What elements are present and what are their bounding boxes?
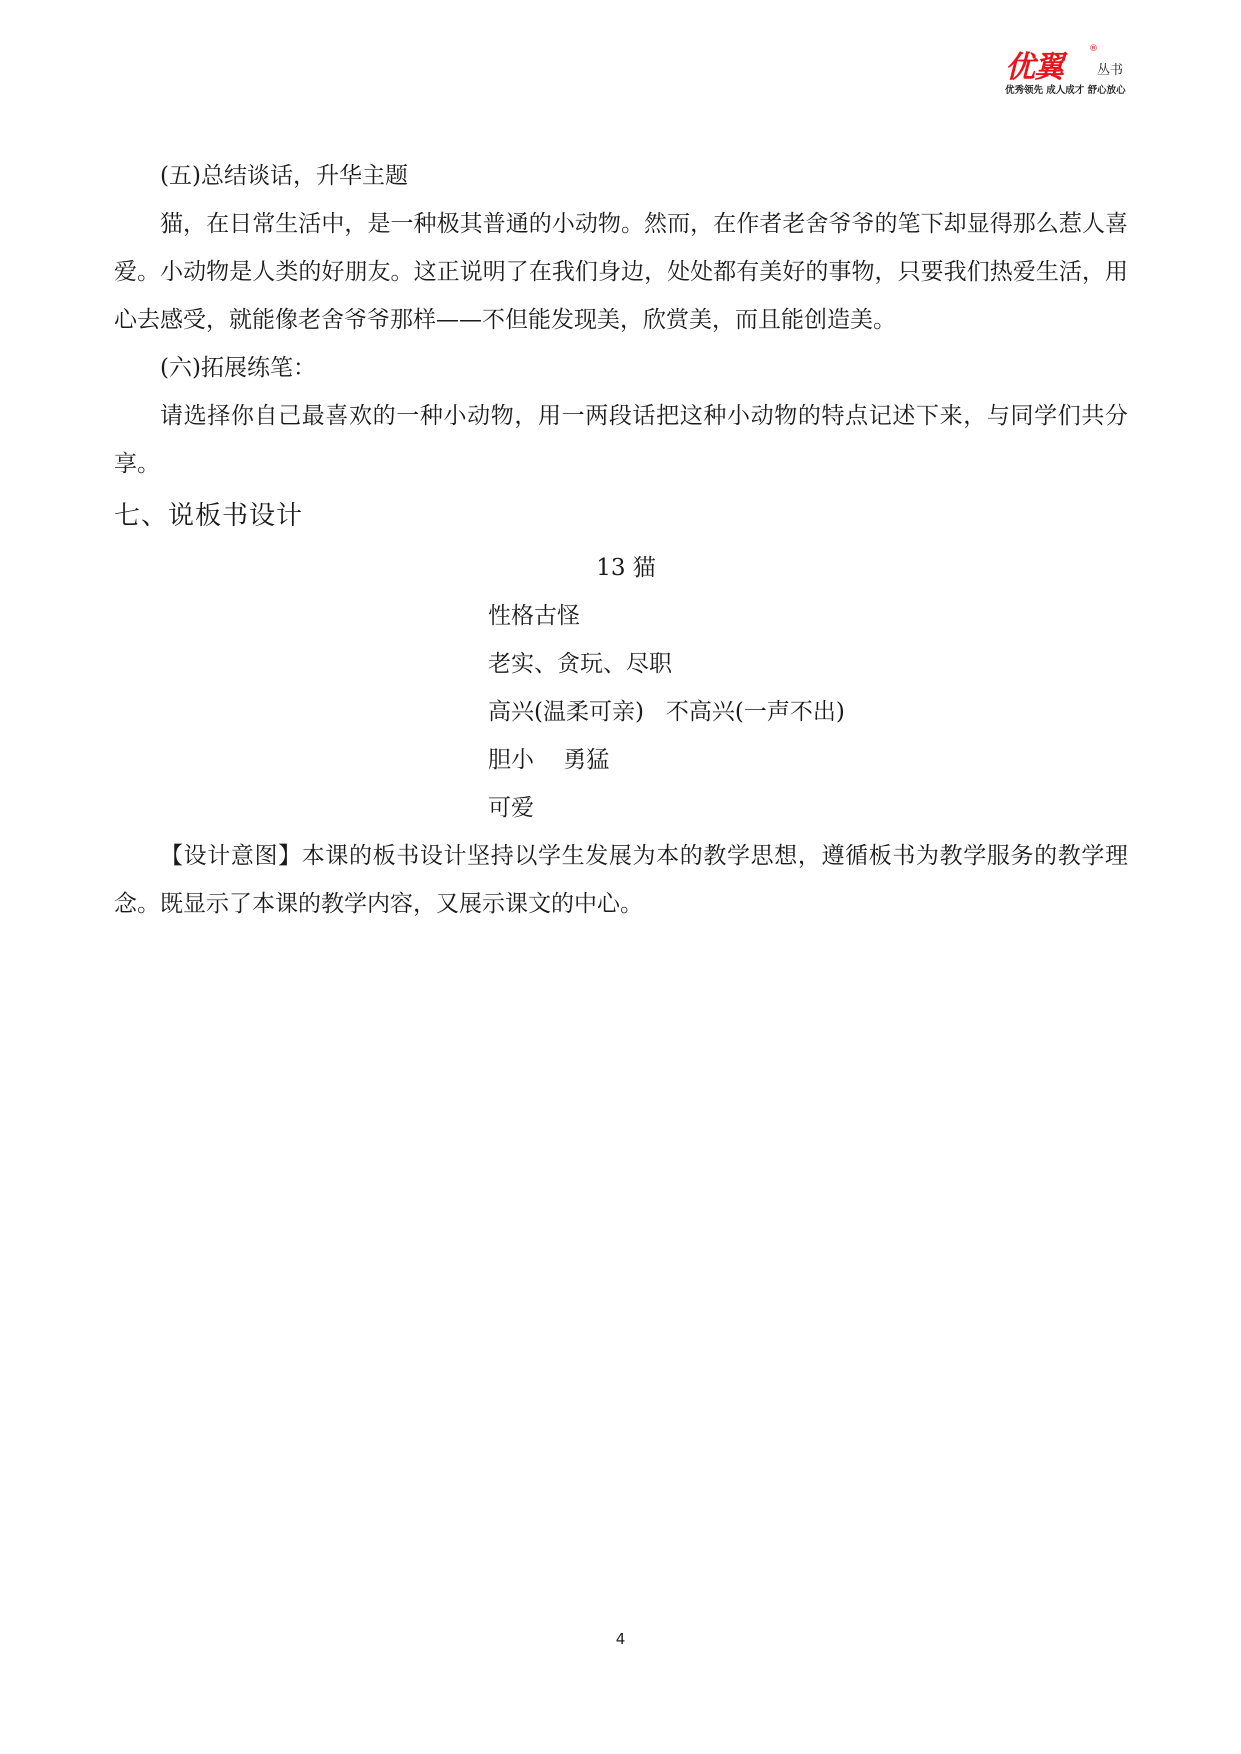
logo-wordmark: 优翼: [1005, 50, 1063, 85]
logo-slogan: 优秀领先 成人成才 舒心放心: [1005, 85, 1126, 96]
board-line: 高兴(温柔可亲) 不高兴(一声不出): [488, 699, 845, 725]
design-intent-paragraph: 【设计意图】本课的板书设计坚持以学生发展为本的教学思想，遵循板书为教学服务的教学理念。既显示了本课的教学内容，又展示课文的中心。: [114, 843, 1128, 917]
summary-title: (五)总结谈话，升华主题: [160, 163, 408, 189]
board-line: 老实、贪玩、尽职: [488, 651, 672, 677]
document-body: [114, 152, 1128, 928]
board-line: 性格古怪: [488, 603, 580, 629]
summary-paragraph: 猫，在日常生活中，是一种极其普通的小动物。然而，在作者老舍爷爷的笔下却显得那么惹人喜爱。小动物是人类的好朋友。这正说明了在我们身边，处处都有美好的事物，只要我们热爱生活，用心去感受，就能像老舍爷爷那样——不但能发现美，欣赏美，而且能创造美。: [114, 211, 1128, 333]
board-line: 胆小 勇猛: [488, 747, 610, 773]
registered-mark: ®: [1089, 44, 1098, 54]
extension-title: (六)拓展练笔：: [160, 355, 316, 381]
logo-series-label: 丛书: [1097, 63, 1124, 78]
extension-paragraph: 请选择你自己最喜欢的一种小动物，用一两段话把这种小动物的特点记述下来，与同学们共分享。: [114, 403, 1128, 477]
board-title: 13 猫: [596, 555, 656, 581]
page-number: 4: [615, 1630, 626, 1648]
board-design-heading: 七、说板书设计: [114, 501, 304, 531]
board-line: 可爱: [488, 795, 534, 821]
blackboard-design: [114, 544, 1128, 832]
brand-logo: [1005, 42, 1135, 102]
